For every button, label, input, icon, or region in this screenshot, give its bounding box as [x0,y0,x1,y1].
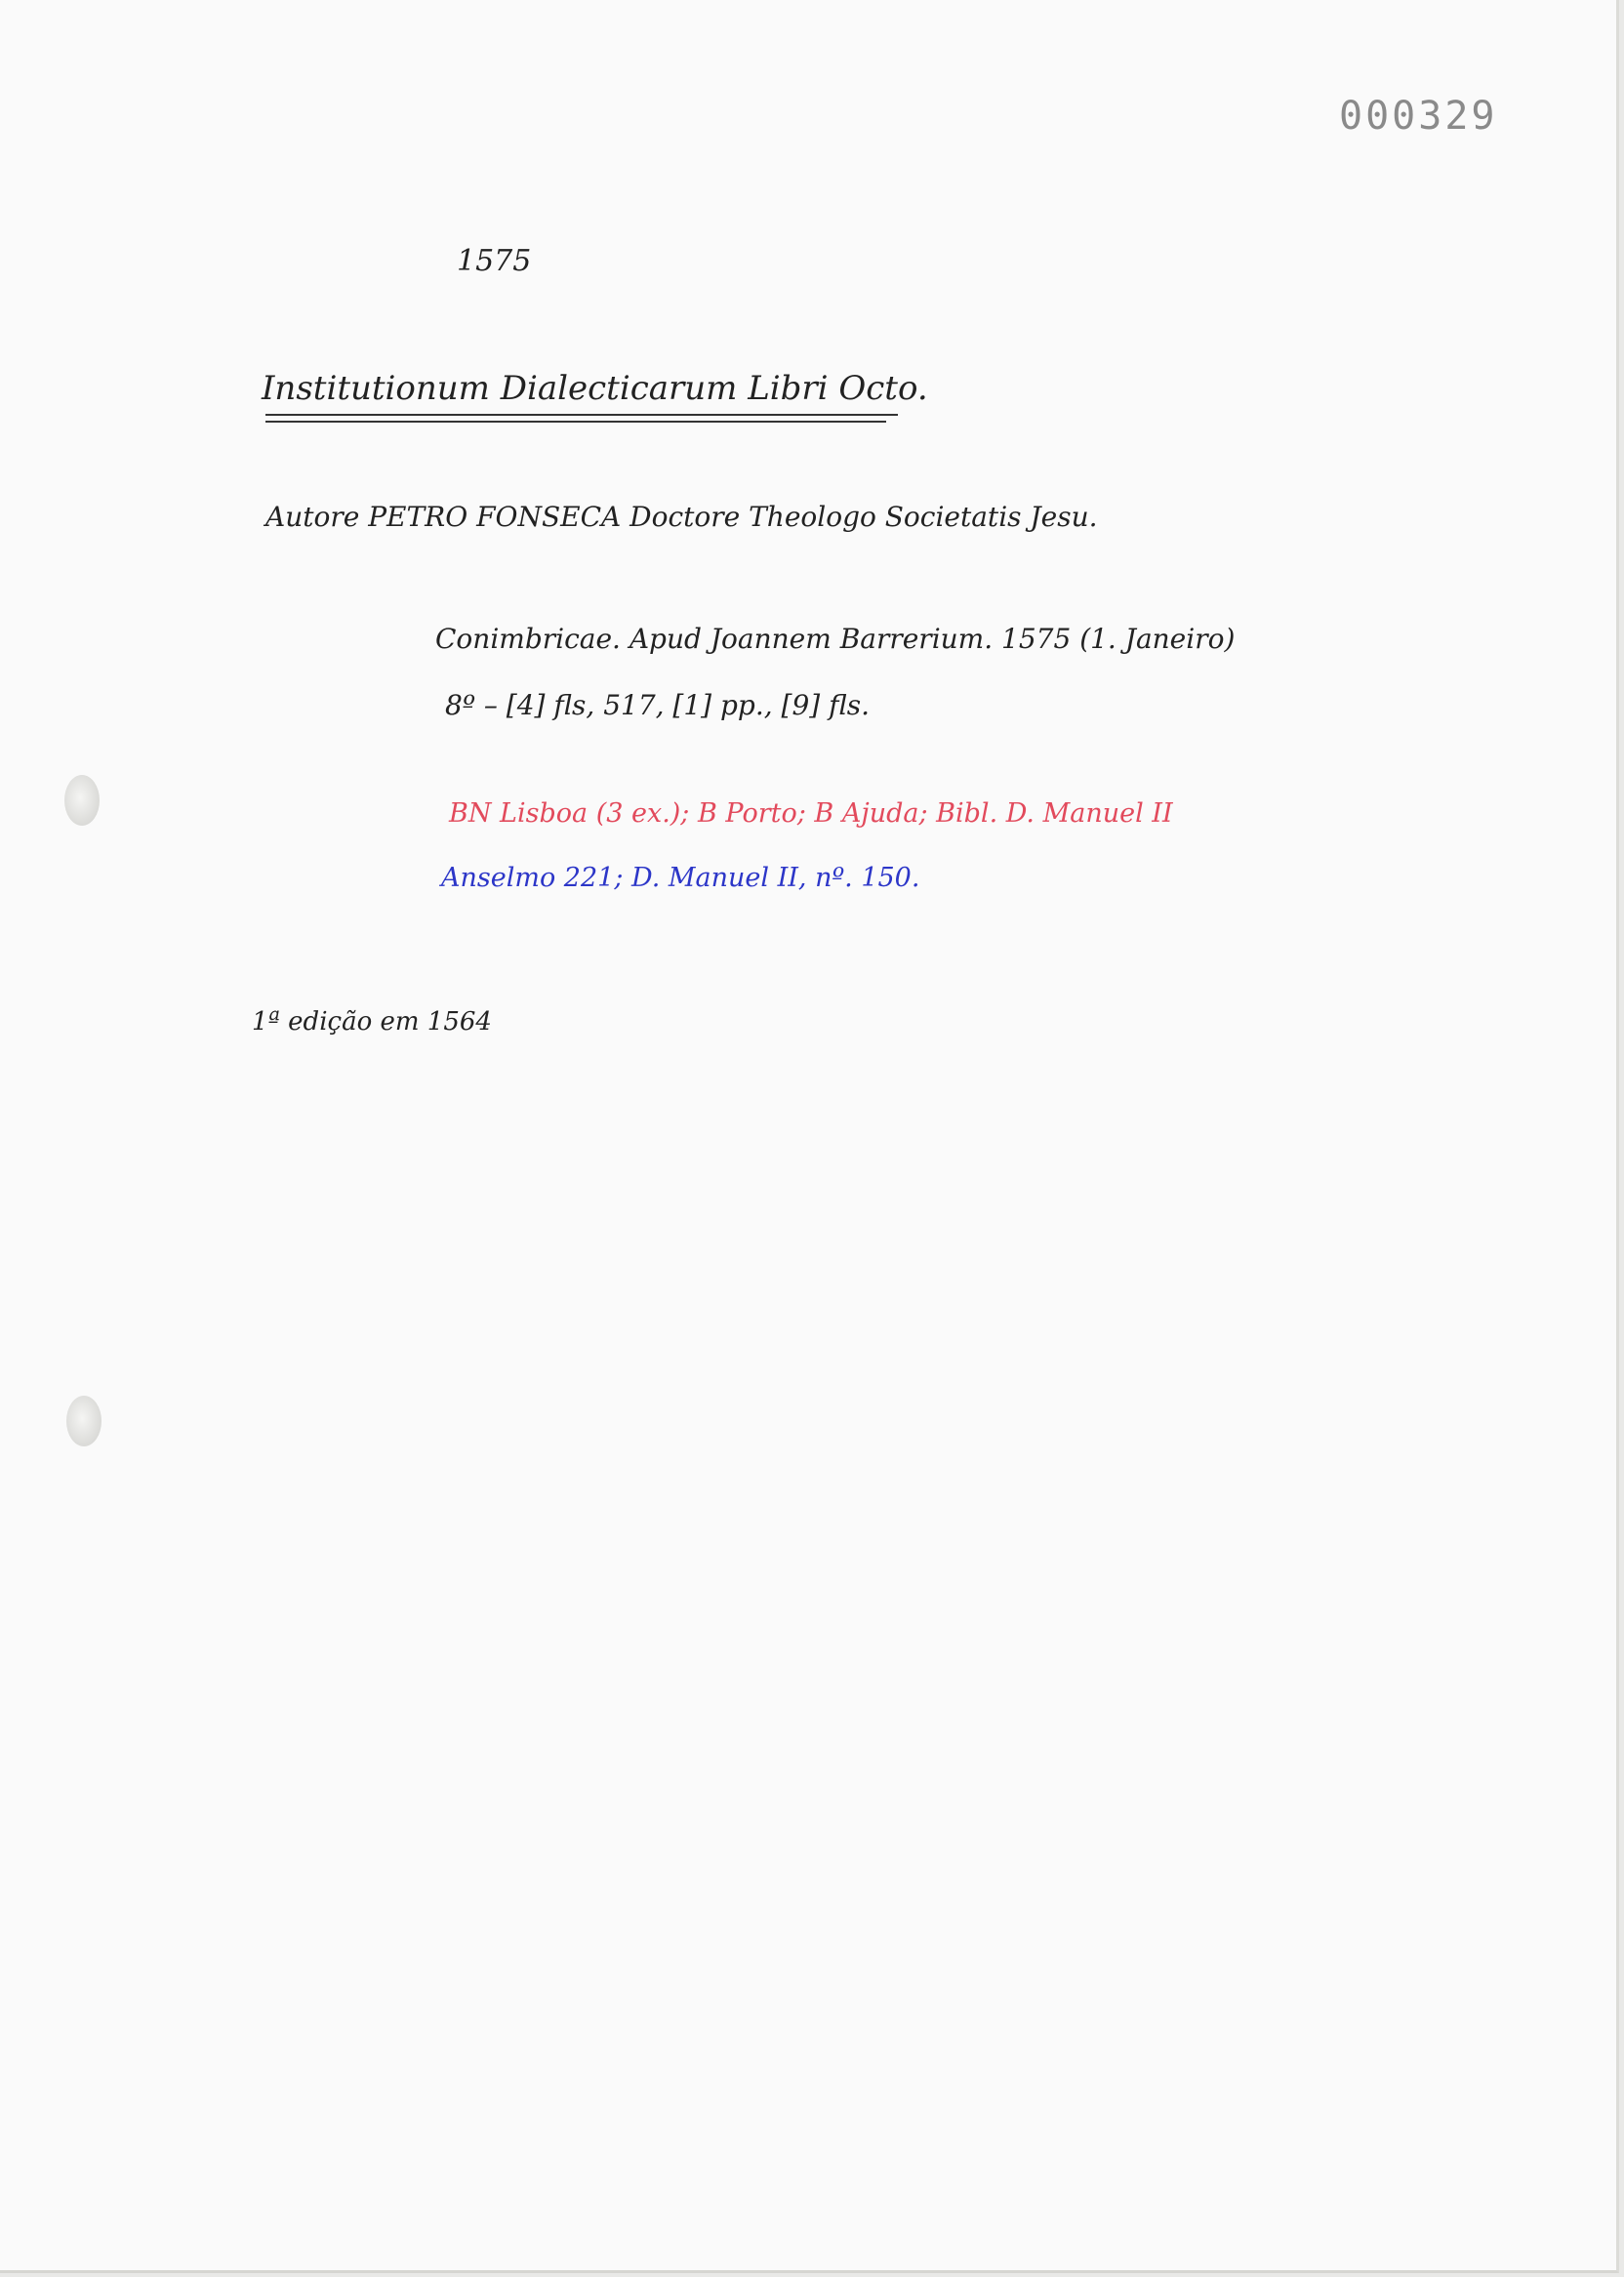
book-title: Institutionum Dialecticarum Libri Octo. [262,369,928,408]
record-number-stamp: 000329 [1339,94,1498,139]
references-line: Anselmo 221; D. Manuel II, nº. 150. [441,863,920,893]
imprint-line: Conimbricae. Apud Joannem Barrerium. 1575 (1. Janeiro) [435,623,1236,655]
title-underline-top [265,414,898,416]
title-underline-bottom [265,421,886,423]
publication-year: 1575 [457,244,532,278]
punch-hole-upper [64,775,100,826]
collation-line: 8º – [4] fls, 517, [1] pp., [9] fls. [445,689,871,721]
author-line: Autore PETRO FONSECA Doctore Theologo Societatis Jesu. [265,501,1098,533]
holdings-line: BN Lisboa (3 ex.); B Porto; B Ajuda; Bibl. D. Manuel II [449,798,1173,829]
punch-hole-lower [66,1396,102,1446]
first-edition-note: 1ª edição em 1564 [252,1007,492,1037]
